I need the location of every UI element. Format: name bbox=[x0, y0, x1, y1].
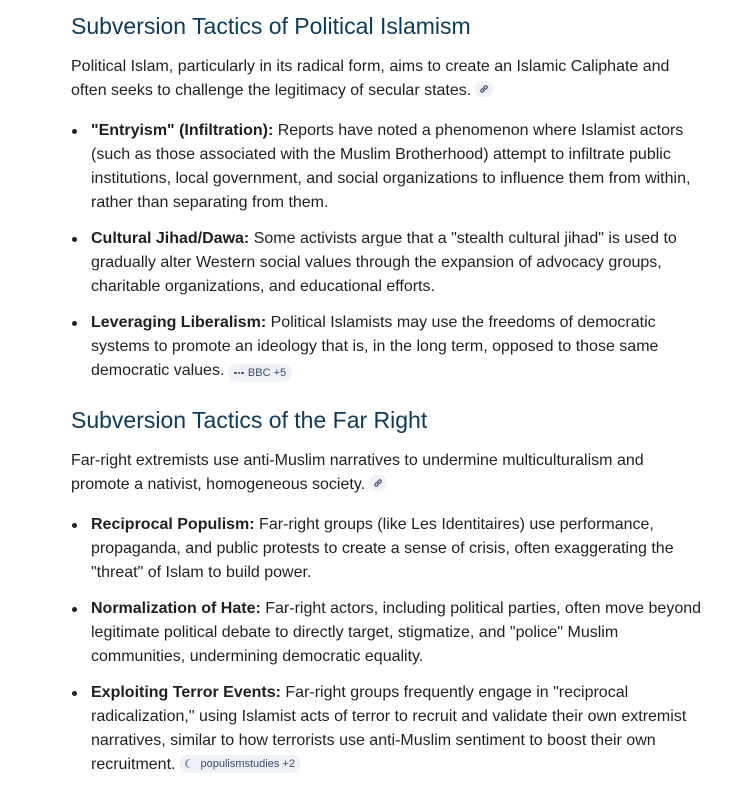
section-intro: Far-right extremists use anti-Muslim narratives to undermine multiculturalism and promote a nativist, homogeneous society. bbox=[71, 452, 644, 493]
section-intro: Political Islam, particularly in its radical form, aims to create an Islamic Caliphate and often seeks to challenge the legitimacy of secular states. bbox=[71, 58, 670, 99]
section-heading-political-islamism: Subversion Tactics of Political Islamism bbox=[71, 13, 471, 39]
tactics-list-far-right bbox=[71, 513, 701, 777]
source-chip[interactable]: populismstudies +2 bbox=[179, 755, 300, 773]
tactics-list-islamism bbox=[71, 119, 701, 383]
link-icon[interactable] bbox=[369, 475, 387, 491]
list-item: Cultural Jihad/Dawa: Some activists argue that a "stealth cultural jihad" is used to gradually alter Western social values through the expansion of advocacy groups, charitable organizations, and educational efforts. bbox=[71, 227, 701, 299]
list-item: "Entryism" (Infiltration): Reports have noted a phenomenon where Islamist actors (such as those associated with the Muslim Brotherhood) attempt to infiltrate public institutions, local government, and social organizations to influence them from within, rather than separating from them. bbox=[71, 119, 701, 215]
list-item: Reciprocal Populism: Far-right groups (like Les Identitaires) use performance, propaganda, and public protests to create a sense of crisis, often exaggerating the "threat" of Islam to build power. bbox=[71, 513, 701, 585]
source-chip[interactable]: BBC +5 bbox=[228, 364, 292, 382]
list-item: Exploiting Terror Events: Far-right groups frequently engage in "reciprocal radicalization," using Islamist acts of terror to recruit and validate their own extremist narratives, similar to how terrorists use anti-Muslim sentiment to boost their own recruitment. populismstudies +2 bbox=[71, 681, 701, 777]
link-icon[interactable] bbox=[475, 81, 493, 97]
source-dots-icon bbox=[234, 372, 244, 375]
list-item: Normalization of Hate: Far-right actors, including political parties, often move beyond legitimate political debate to directly target, stigmatize, and "police" Muslim communities, undermining democratic equality. bbox=[71, 597, 701, 669]
section-heading-far-right: Subversion Tactics of the Far Right bbox=[71, 407, 428, 433]
list-item: Leveraging Liberalism: Political Islamists may use the freedoms of democratic systems to promote an ideology that is, in the long term, opposed to those same democratic values. BBC +5 bbox=[71, 311, 701, 383]
source-favicon-icon bbox=[187, 759, 196, 768]
